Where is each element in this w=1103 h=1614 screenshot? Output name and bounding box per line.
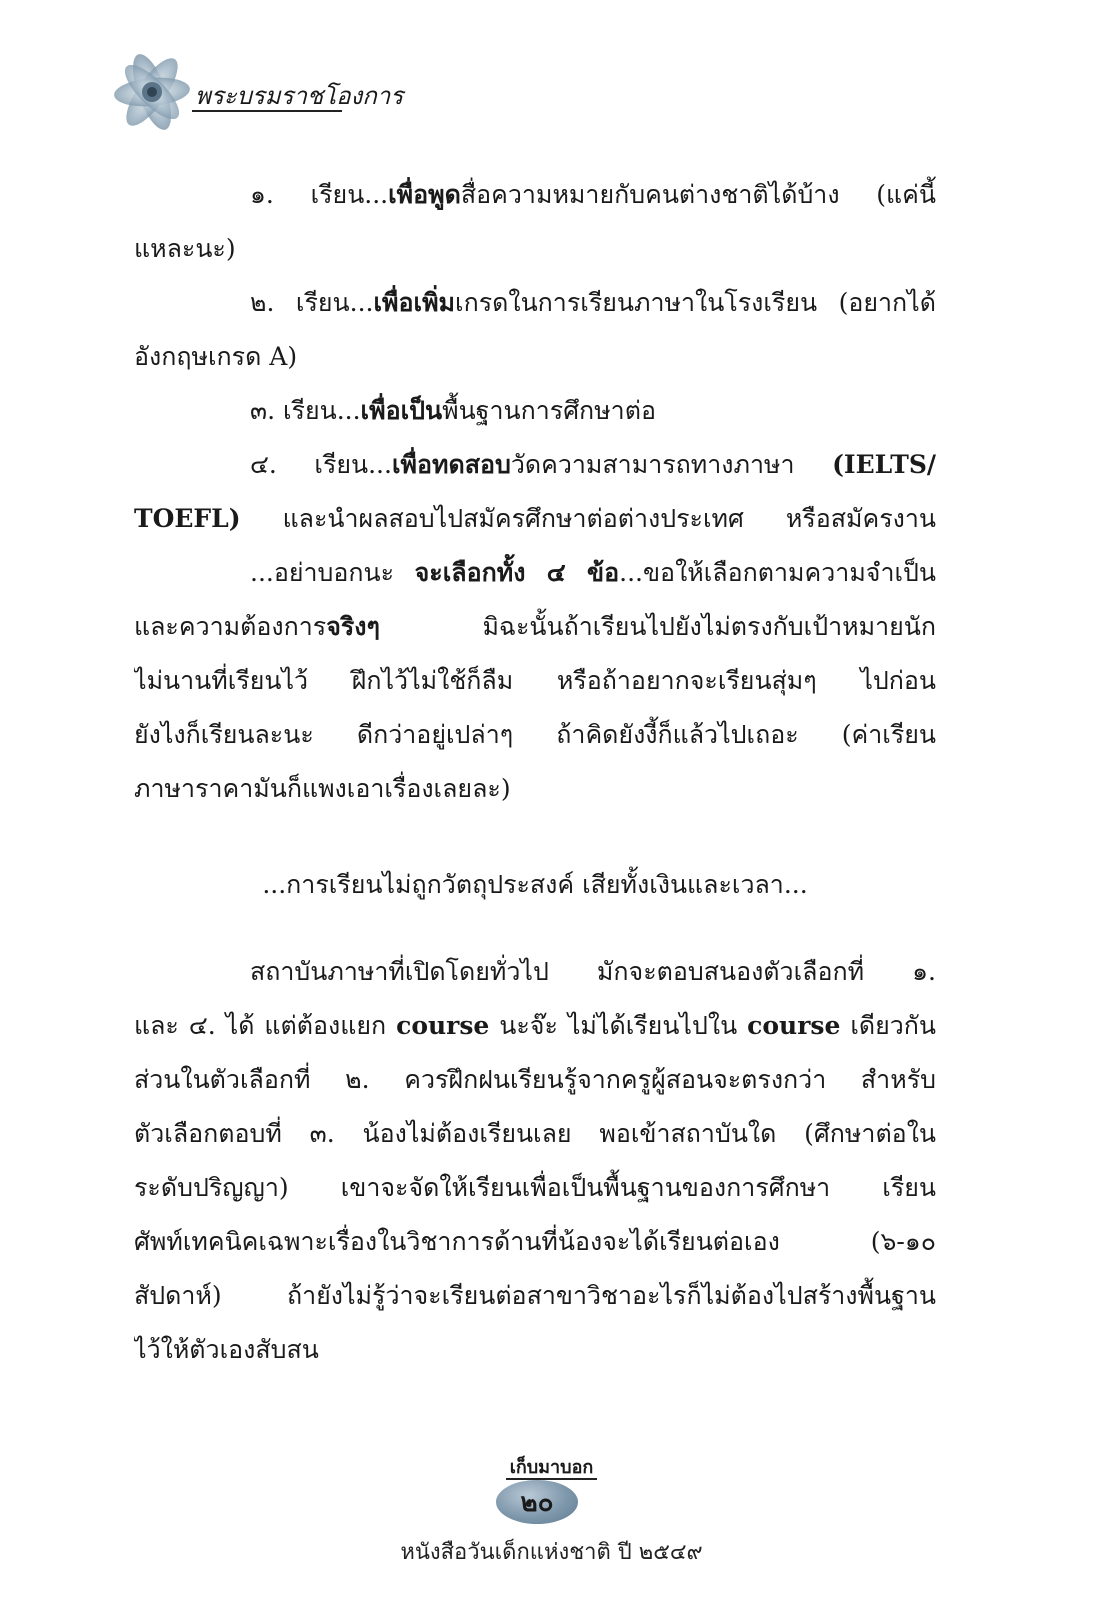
text-line: ภาษาราคามันก็แพงเอาเรื่องเลยละ) bbox=[134, 774, 511, 803]
list-item-2 bbox=[134, 276, 936, 384]
text-line: ไม่นานที่เรียนไว้ ฝึกไว้ไม่ใช้ก็ลืม หรือถ้าอยากจะเรียนสุ่มๆ ไปก่อน bbox=[134, 666, 936, 695]
text-line: อังกฤษเกรด A) bbox=[134, 342, 298, 371]
text-line: สัปดาห์) ถ้ายังไม่รู้ว่าจะเรียนต่อสาขาวิชาอะไรก็ไม่ต้องไปสร้างพื้นฐาน bbox=[134, 1281, 936, 1310]
text-line: ๓. เรียน...เพื่อเป็นพื้นฐานการศึกษาต่อ bbox=[250, 396, 656, 425]
text-line: ระดับปริญญา) เขาจะจัดให้เรียนเพื่อเป็นพื้นฐานของการศึกษา เรียน bbox=[134, 1173, 936, 1202]
text-line: และความต้องการจริงๆ มิฉะนั้นถ้าเรียนไปยังไม่ตรงกับเป้าหมายนัก bbox=[134, 612, 936, 641]
footer-section-label: เก็บมาบอก bbox=[0, 1452, 1103, 1481]
flower-icon bbox=[100, 40, 210, 150]
text-line: ส่วนในตัวเลือกที่ ๒. ควรฝึกฝนเรียนรู้จากครูผู้สอนจะตรงกว่า สำหรับ bbox=[134, 1065, 936, 1094]
list-item-1 bbox=[134, 168, 936, 276]
text-line: แหละนะ) bbox=[134, 234, 236, 263]
closing-paragraph bbox=[134, 945, 936, 1377]
page-number-badge bbox=[496, 1480, 578, 1524]
text-line: สถาบันภาษาที่เปิดโดยทั่วไป มักจะตอบสนองตัวเลือกที่ ๑. bbox=[250, 957, 936, 986]
logo-underline bbox=[192, 110, 342, 112]
text-line: ตัวเลือกตอบที่ ๓. น้องไม่ต้องเรียนเลย พอเข้าสถาบันใด (ศึกษาต่อใน bbox=[134, 1119, 936, 1148]
logo-text: พระบรมราชโองการ bbox=[195, 82, 404, 110]
header-logo bbox=[100, 40, 404, 150]
advice-paragraph bbox=[134, 546, 936, 816]
text-line: TOEFL) และนำผลสอบไปสมัครศึกษาต่อต่างประเทศ หรือสมัครงาน bbox=[134, 504, 936, 533]
text-line: ๔. เรียน...เพื่อทดสอบวัดความสามารถทางภาษา (IELTS/ bbox=[250, 450, 936, 479]
text-line: และ ๔. ได้ แต่ต้องแยก course นะจ๊ะ ไม่ได้เรียนไปใน course เดียวกัน bbox=[134, 1011, 936, 1040]
footer-book-title: หนังสือวันเด็กแห่งชาติ ปี ๒๕๔๙ bbox=[400, 1540, 703, 1565]
list-item-4 bbox=[134, 438, 936, 546]
text-line: ...อย่าบอกนะ จะเลือกทั้ง ๔ ข้อ...ขอให้เลือกตามความจำเป็น bbox=[250, 558, 936, 587]
page-number: ๒๐ bbox=[520, 1487, 554, 1518]
center-quote: ...การเรียนไม่ถูกวัตถุประสงค์ เสียทั้งเงินและเวลา... bbox=[262, 870, 808, 899]
text-line: ไว้ให้ตัวเองสับสน bbox=[134, 1335, 319, 1364]
text-line: ยังไงก็เรียนละนะ ดีกว่าอยู่เปล่าๆ ถ้าคิดยังงี้ก็แล้วไปเถอะ (ค่าเรียน bbox=[134, 720, 936, 749]
text-line: ศัพท์เทคนิคเฉพาะเรื่องในวิชาการด้านที่น้องจะได้เรียนต่อเอง (๖-๑๐ bbox=[134, 1227, 936, 1256]
text-line: ๒. เรียน...เพื่อเพิ่มเกรดในการเรียนภาษาในโรงเรียน (อยากได้ bbox=[250, 288, 936, 317]
list-item-3 bbox=[134, 384, 936, 438]
text-line: ๑. เรียน...เพื่อพูดสื่อความหมายกับคนต่างชาติได้บ้าง (แค่นี้ bbox=[250, 180, 936, 209]
